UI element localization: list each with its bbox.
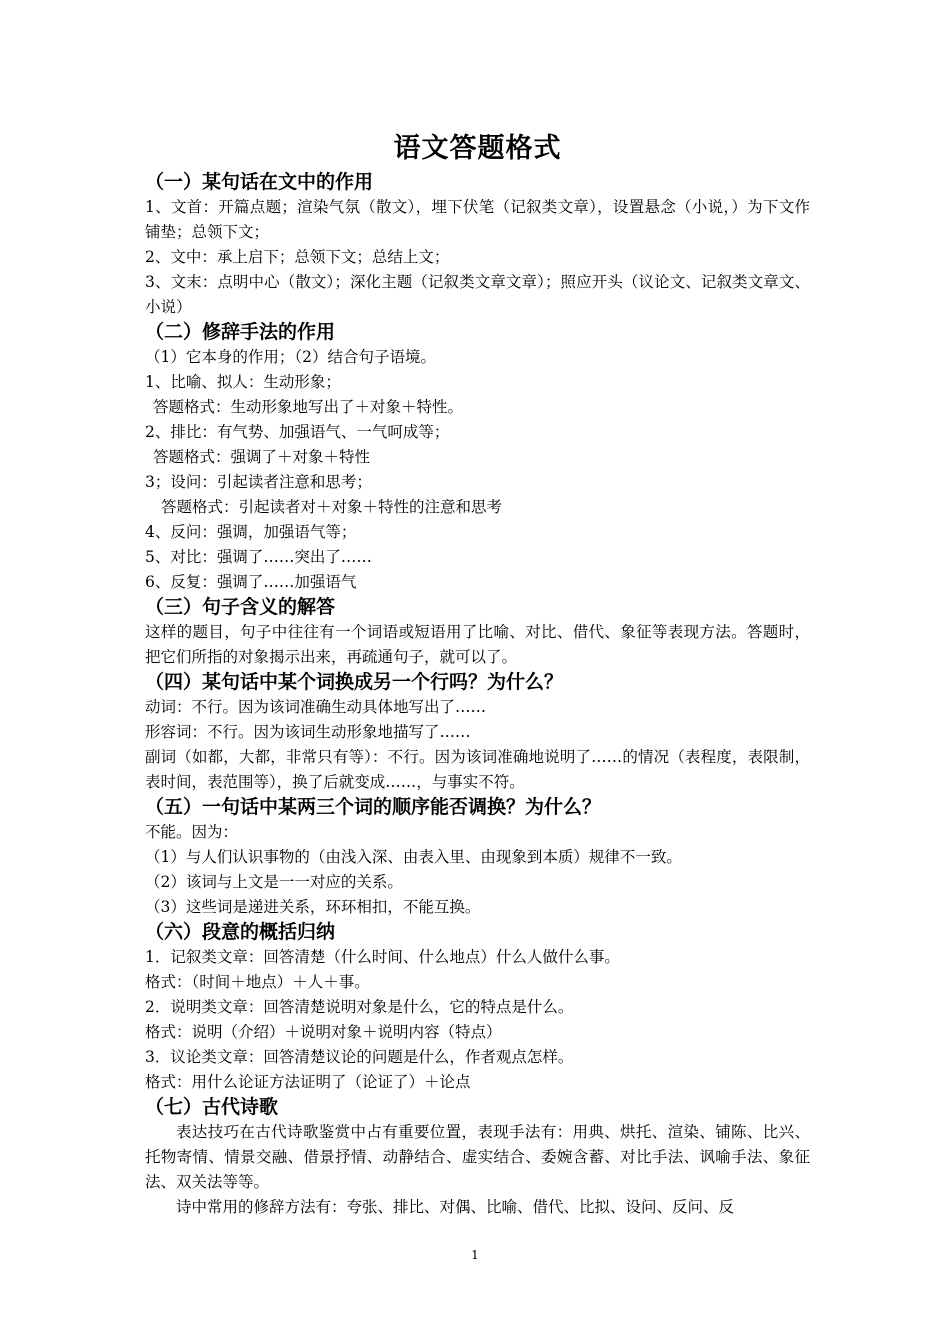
paragraph: 答题格式：生动形象地写出了＋对象＋特性。 [153,398,464,416]
section-heading-3: （三）句子含义的解答 [145,596,336,618]
paragraph: 形容词：不行。因为该词生动形象地描写了…… [145,723,471,741]
document-page [145,128,810,1220]
paragraph: 格式：说明（介绍）＋说明对象＋说明内容（特点） [145,1023,502,1041]
paragraph: 3．议论类文章：回答清楚议论的问题是什么，作者观点怎样。 [145,1048,574,1066]
paragraph: 格式：（时间＋地点）＋人＋事。 [145,973,370,991]
paragraph: 副词（如都，大都，非常只有等）：不行。因为该词准确地说明了……的情况（表程度，表限制，表时间，表范围等），换了后就变成……，与事实不符。 [145,748,810,791]
paragraph: （2）该词与上文是一一对应的关系。 [145,873,403,891]
paragraph: 6、反复：强调了……加强语气 [145,573,357,591]
paragraph: 诗中常用的修辞方法有：夸张、排比、对偶、比喻、借代、比拟、设问、反问、反 [176,1198,735,1216]
paragraph: 2、文中：承上启下；总领下文；总结上文； [145,248,450,266]
paragraph: 3；设问：引起读者注意和思考； [145,473,372,491]
paragraph: 答题格式：强调了＋对象＋特性 [153,448,371,466]
section-heading-5: （五）一句话中某两三个词的顺序能否调换？为什么？ [145,796,602,818]
paragraph: （1）与人们认识事物的（由浅入深、由表入里、由现象到本质）规律不一致。 [145,848,682,866]
paragraph: 动词：不行。因为该词准确生动具体地写出了…… [145,698,487,716]
paragraph: 这样的题目，句子中往往有一个词语或短语用了比喻、对比、借代、象征等表现方法。答题时，把它们所指的对象揭示出来，再疏通句子，就可以了。 [145,623,810,666]
section-heading-6: （六）段意的概括归纳 [145,921,336,943]
paragraph: 表达技巧在古代诗歌鉴赏中占有重要位置，表现手法有：用典、烘托、渲染、铺陈、比兴、托物寄情、情景交融、借景抒情、动静结合、虚实结合、委婉含蓄、对比手法、讽喻手法、象征法、双关法等等。 [145,1123,810,1191]
paragraph: 3、文末：点明中心（散文）；深化主题（记叙类文章文章）；照应开头（议论文、记叙类文章文、小说） [145,273,810,316]
paragraph: 1、文首：开篇点题；渲染气氛（散文），埋下伏笔（记叙类文章），设置悬念（小说，）为下文作铺垫；总领下文； [145,198,810,241]
section-heading-7: （七）古代诗歌 [145,1096,279,1118]
section-heading-1: （一）某句话在文中的作用 [145,171,374,193]
paragraph: 2．说明类文章：回答清楚说明对象是什么，它的特点是什么。 [145,998,574,1016]
paragraph: （1）它本身的作用；（2）结合句子语境。 [145,348,436,366]
paragraph: 格式：用什么论证方法证明了（论证了）＋论点 [145,1073,471,1091]
paragraph: （3）这些词是递进关系，环环相扣，不能互换。 [145,898,481,916]
section-heading-2: （二）修辞手法的作用 [145,321,336,343]
paragraph: 5、对比：强调了……突出了…… [145,548,372,566]
paragraph: 1．记叙类文章：回答清楚（什么时间、什么地点）什么人做什么事。 [145,948,620,966]
paragraph: 2、排比：有气势、加强语气、一气呵成等； [145,423,450,441]
paragraph: 1、比喻、拟人：生动形象； [145,373,341,391]
paragraph: 答题格式：引起读者对＋对象＋特性的注意和思考 [161,498,503,516]
document-title: 语文答题格式 [393,133,562,164]
section-heading-4: （四）某句话中某个词换成另一个行吗？为什么？ [145,671,564,693]
page-number: 1 [471,1248,479,1262]
paragraph: 4、反问：强调，加强语气等； [145,523,357,541]
paragraph: 不能。因为： [145,823,239,841]
